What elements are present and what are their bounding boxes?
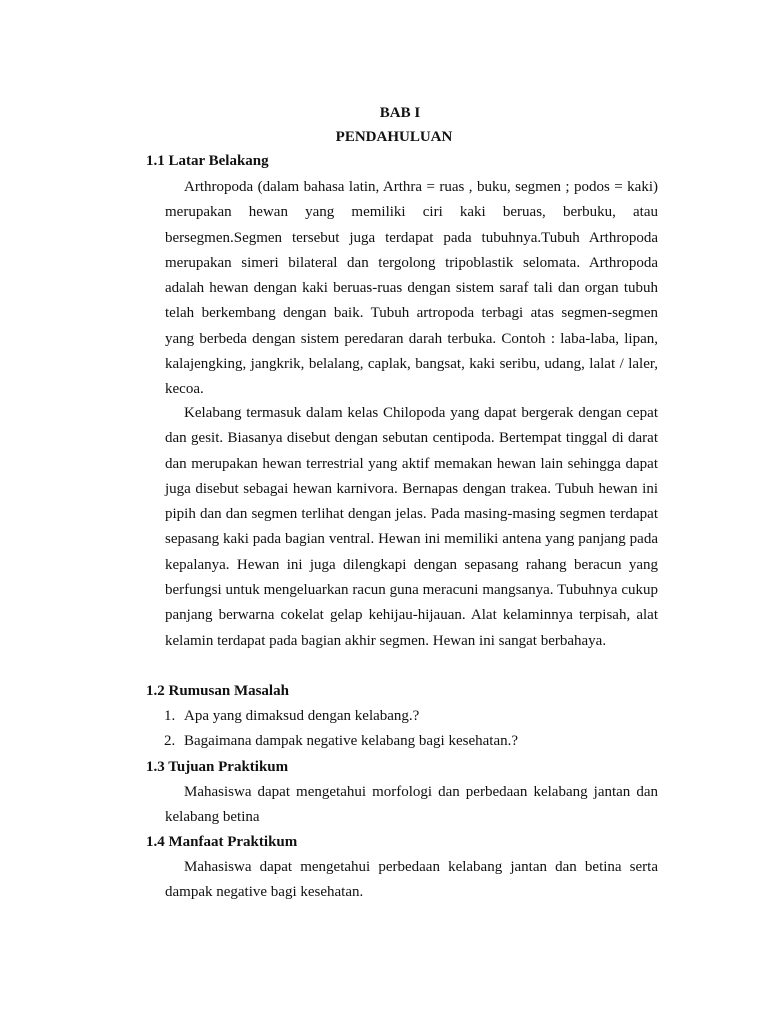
section-title-rumusan-masalah: 1.2 Rumusan Masalah xyxy=(146,683,289,699)
chapter-title: PENDAHULUAN xyxy=(335,129,453,145)
paragraph-kelabang: Kelabang termasuk dalam kelas Chilopoda yang dapat bergerak dengan cepat dan gesit. Biasanya disebut dengan sebutan centipoda. Bertempat tinggal di darat dan merupakan hewan terrestrial yang aktif memakan hewan lain sehingga dapat juga disebut sebagai hewan karnivora. Bernapas dengan trakea. Tubuh hewan ini pipih dan dan segmen terlihat dengan jelas. Pada masing-masing segmen terdapat sepasang kaki pada bagian ventral. Hewan ini memiliki antena yang panjang pada kepalanya. Hewan ini juga dilengkapi dengan sepasang rahang beracun yang berfungsi untuk mengeluarkan racun guna meracuni mangsanya. Tubuhnya cukup panjang berwarna cokelat gelap kehijau-hijauan. Alat kelaminnya terpisah, alat kelamin terdapat pada bagian akhir segmen. Hewan ini sangat berbahaya. xyxy=(165,405,658,649)
paragraph-arthropoda: Arthropoda (dalam bahasa latin, Arthra = ruas , buku, segmen ; podos = kaki) merupakan hewan yang memiliki ciri kaki beruas, berbuku, atau bersegmen.Segmen tersebut juga terdapat pada tubuhnya.Tubuh Arthropoda merupakan simeri bilateral dan tergolong tripoblastik selomata. Arthropoda adalah hewan dengan kaki beruas-ruas dengan sistem saraf tali dan organ tubuh telah berkembang dengan baik. Tubuh artropoda terbagi atas segmen-segmen yang berbeda dengan sistem peredaran darah terbuka. Contoh : laba-laba, lipan, kalajengking, jangkrik, belalang, caplak, bangsat, kaki seribu, udang, lalat / laler, kecoa. xyxy=(165,179,658,398)
section-title-latar-belakang: 1.1 Latar Belakang xyxy=(146,153,269,169)
rumusan-list xyxy=(164,704,658,753)
paragraph-tujuan: Mahasiswa dapat mengetahui morfologi dan perbedaan kelabang jantan dan kelabang betina xyxy=(165,784,658,826)
section-title-tujuan-praktikum: 1.3 Tujuan Praktikum xyxy=(146,759,289,775)
list-item xyxy=(164,704,658,729)
list-number: 1. xyxy=(164,708,176,724)
paragraph-manfaat: Mahasiswa dapat mengetahui perbedaan kelabang jantan dan betina serta dampak negative bagi kesehatan. xyxy=(165,859,658,901)
list-text: Bagaimana dampak negative kelabang bagi kesehatan.? xyxy=(184,732,519,749)
chapter-number: BAB I xyxy=(379,105,421,121)
section-title-manfaat-praktikum: 1.4 Manfaat Praktikum xyxy=(146,834,298,850)
list-text: Apa yang dimaksud dengan kelabang.? xyxy=(184,708,420,724)
list-item xyxy=(164,729,658,754)
list-number: 2. xyxy=(164,732,176,749)
